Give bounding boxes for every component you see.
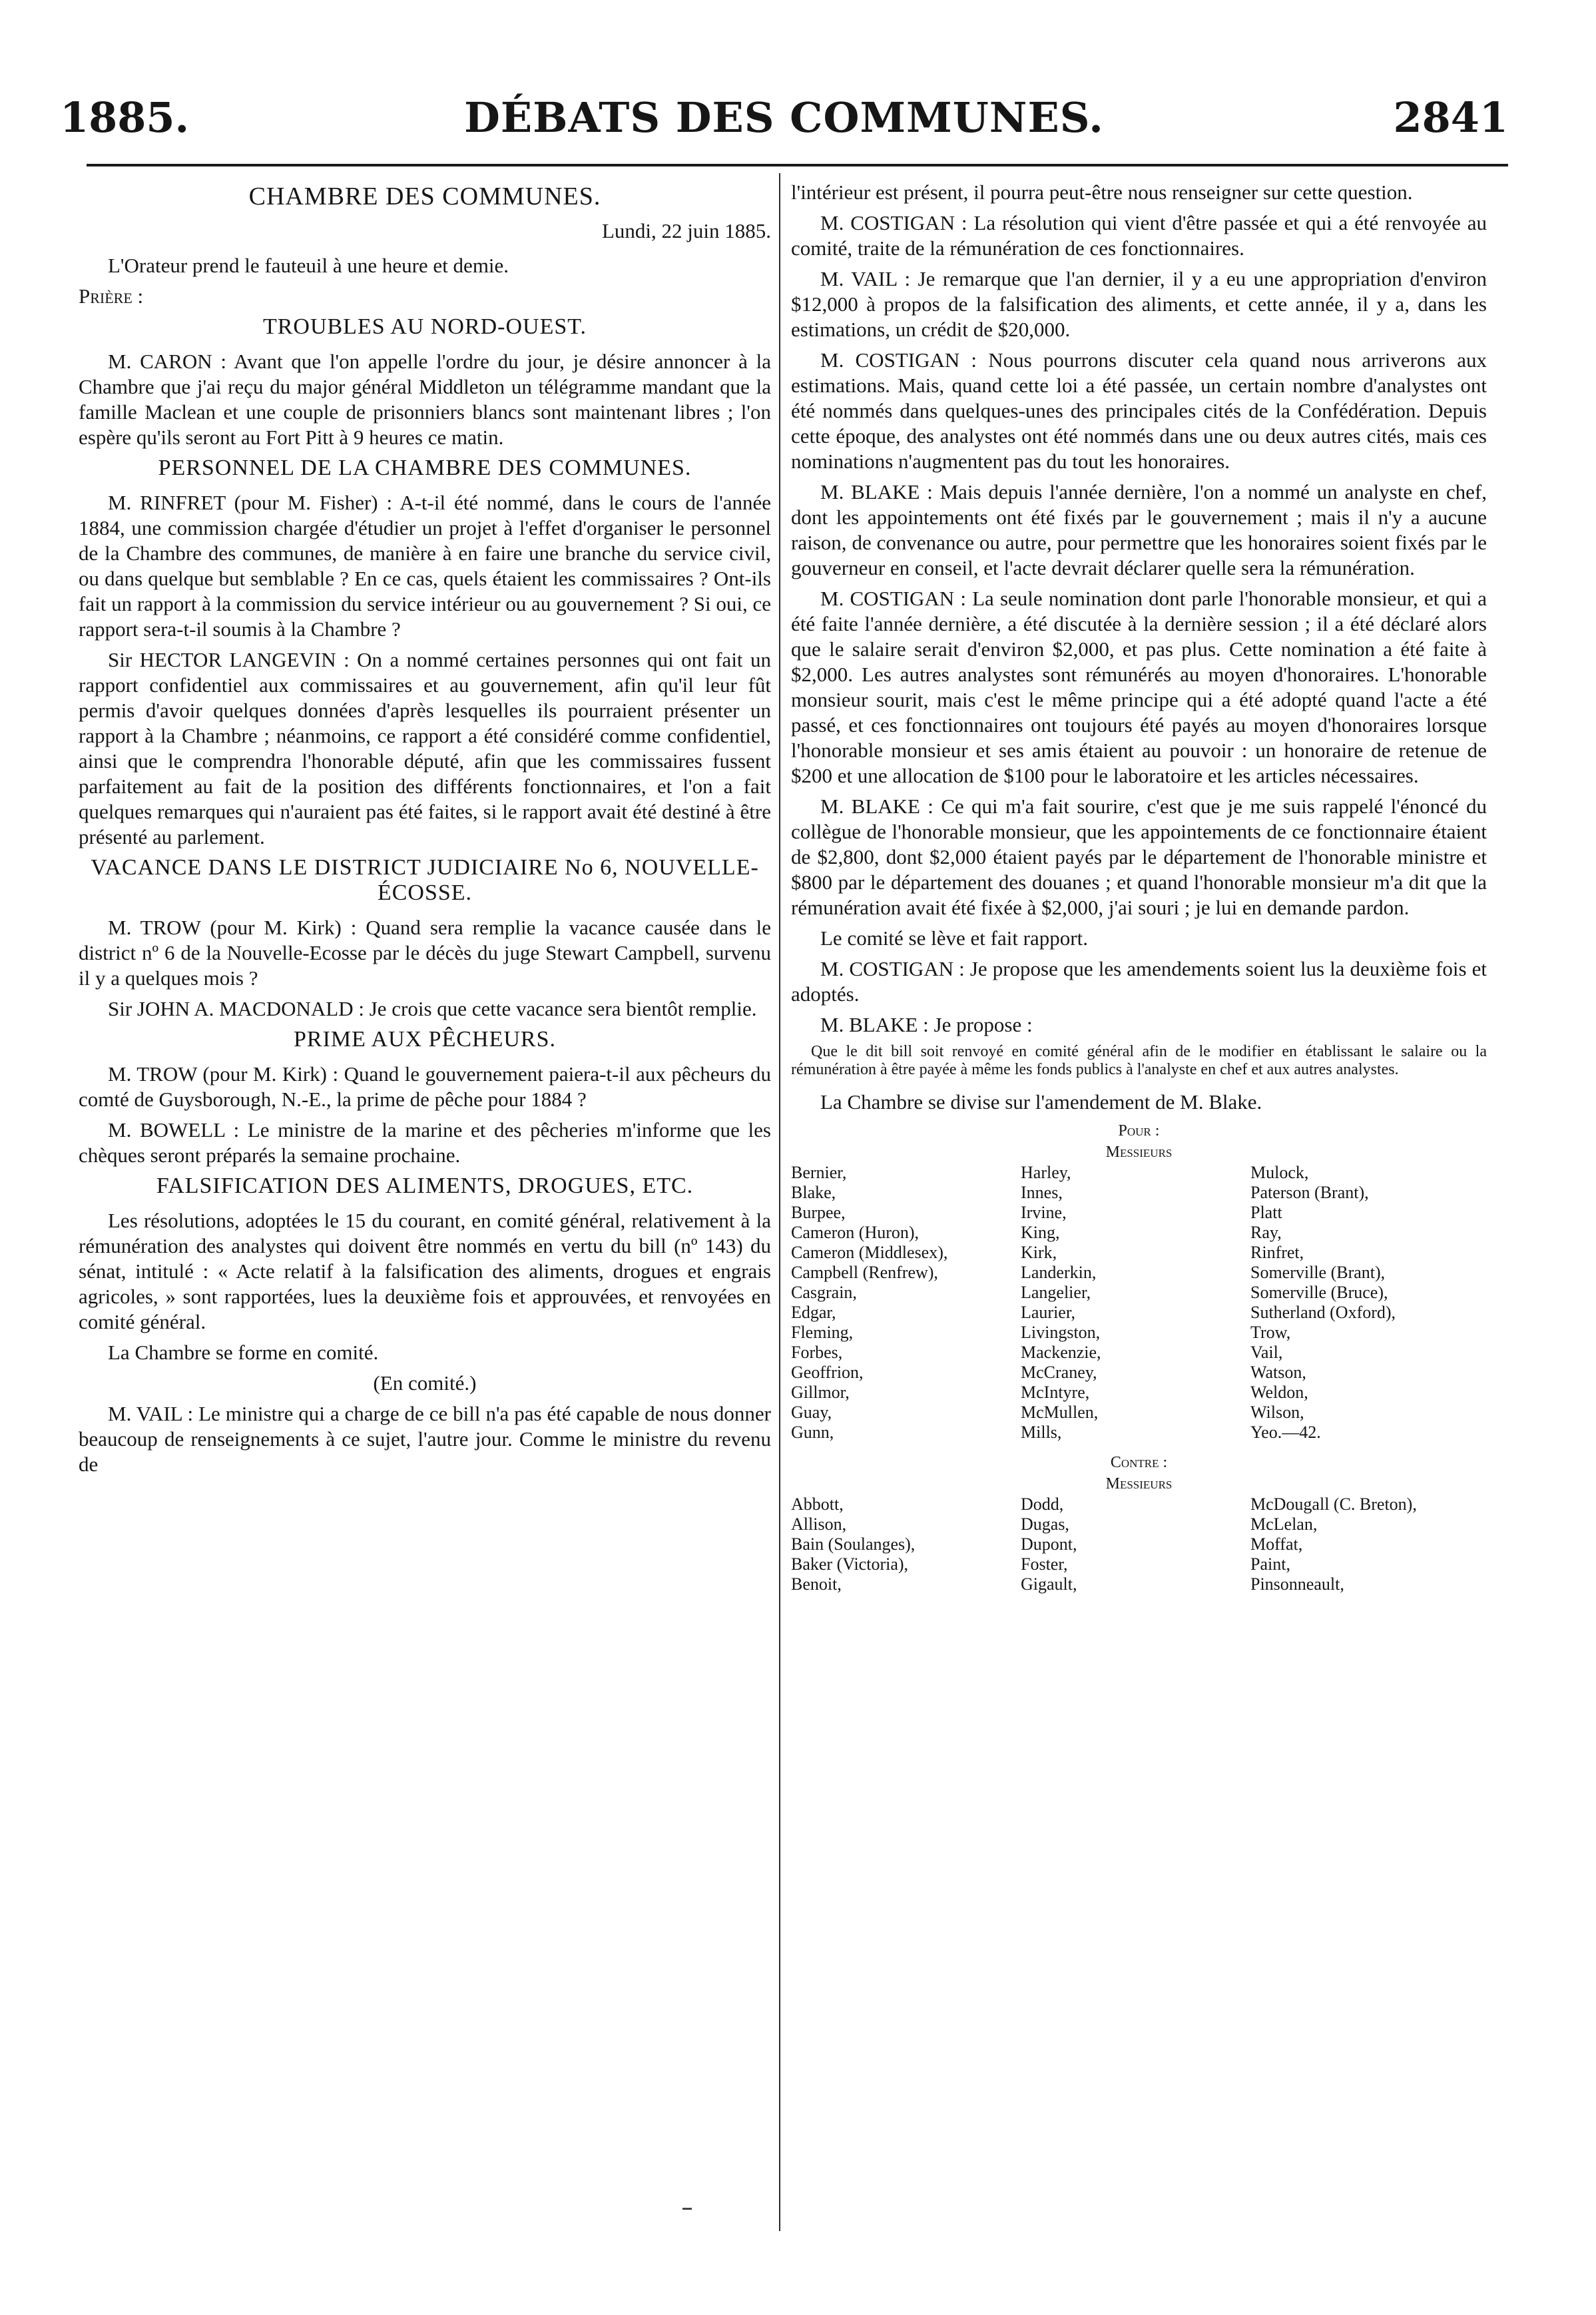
member-name: Edgar, [791, 1303, 836, 1322]
member-name: Blake, [791, 1183, 836, 1202]
member-name: Livingston, [1021, 1323, 1101, 1342]
header-page-number: 2841 [1393, 93, 1508, 142]
header-year: 1885. [60, 93, 190, 142]
en-comite-label: (En comité.) [373, 1371, 477, 1395]
member-name: Dupont, [1021, 1534, 1077, 1554]
member-name: Burpee, [791, 1203, 846, 1222]
member-name: Geoffrion, [791, 1363, 864, 1382]
member-name: Paint, [1250, 1554, 1290, 1574]
member-name: Rinfret, [1250, 1243, 1304, 1262]
member-name: Innes, [1021, 1183, 1063, 1202]
pour-names-list [791, 1163, 1487, 1443]
member-name: Abbott, [791, 1494, 844, 1514]
member-name: Cameron (Middlesex), [791, 1243, 948, 1262]
paragraph-costigan-3: M. COSTIGAN : La seule nomination dont parle l'honorable monsieur, et qui a été faite l'année dernière, a été discutée à la dernière session ; il a été déclaré alors que le salaire serait d'environ $2,000, et pas plus. Cette nomination a été faite à $2,000. Les autres analystes sont rémunérés au moyen d'honoraires. L'honorable monsieur sourit, mais c'est le même principe qui a été adopté quand l'acte a été passé, et ces fonctionnaires ont toujours été payés au moyen d'honoraires lorsque l'honorable monsieur et ses amis étaient au pouvoir : un honoraire de retenue de $200 et une allocation de $100 pour le laboratoire et les articles nécessaires. [791, 587, 1487, 787]
member-name: Laurier, [1021, 1303, 1075, 1322]
member-name: Pinsonneault, [1250, 1574, 1344, 1594]
member-name: Watson, [1250, 1363, 1306, 1382]
member-name: Baker (Victoria), [791, 1554, 909, 1574]
member-name: Fleming, [791, 1323, 854, 1342]
contre-label: Contre : [1110, 1454, 1168, 1471]
heading-prime: PRIME AUX PÊCHEURS. [293, 1027, 556, 1052]
paragraph-costigan-4: M. COSTIGAN : Je propose que les amendements soient lus la deuxième fois et adoptés. [791, 957, 1487, 1006]
member-name: Gunn, [791, 1423, 834, 1442]
paragraph-forme-comite: La Chambre se forme en comité. [108, 1341, 379, 1364]
member-name: Guay, [791, 1403, 832, 1422]
paragraph-blake-2: M. BLAKE : Ce qui m'a fait sourire, c'est que je me suis rappelé l'énoncé du collègue de l'honorable monsieur, que les appointements de ce fonctionnaire étaient de $2,800, dont $2,000 étaient payés par le département de l'honorable ministre et $800 par le département des douanes ; et quand l'honorable monsieur m'a dit que la rémunération avait été fixée à $2,000, j'ai souri ; je lui en demande pardon. [791, 795, 1487, 919]
member-name: Langelier, [1021, 1283, 1091, 1302]
pour-label: Pour : [1118, 1122, 1160, 1140]
member-name: Platt [1250, 1203, 1282, 1222]
member-name: Somerville (Brant), [1250, 1263, 1386, 1282]
member-name: Gillmor, [791, 1383, 850, 1402]
right-column [791, 180, 1487, 1604]
member-name: McIntyre, [1021, 1383, 1090, 1402]
chamber-title: CHAMBRE DES COMMUNES. [248, 182, 601, 210]
member-name: Harley, [1021, 1163, 1071, 1182]
member-name: Forbes, [791, 1343, 843, 1362]
member-name: Somerville (Bruce), [1250, 1283, 1388, 1302]
footer-mark [682, 2208, 692, 2210]
paragraph-rinfret: M. RINFRET (pour M. Fisher) : A-t-il été nommé, dans le cours de l'année 1884, une commission chargée d'étudier un projet à l'effet d'organiser le personnel de la Chambre des communes, de manière à en faire une branche du service civil, ou dans quelque but semblable ? En ce cas, quels étaient les commissaires ? Ont-ils fait un rapport à la commission du service intérieur ou au gouvernement ? Si oui, ce rapport sera-t-il soumis à la Chambre ? [79, 491, 771, 641]
page-header [60, 93, 1508, 140]
member-name: Wilson, [1250, 1403, 1304, 1422]
member-name: Bernier, [791, 1163, 847, 1182]
member-name: McMullen, [1021, 1403, 1099, 1422]
paragraph-trow-1: M. TROW (pour M. Kirk) : Quand sera remplie la vacance causée dans le district nº 6 de la Nouvelle-Ecosse par le décès du juge Stewart Campbell, survenu il y a quelques mois ? [79, 916, 771, 990]
member-name: Bain (Soulanges), [791, 1534, 916, 1554]
contre-names-list [791, 1494, 1487, 1594]
member-name: McCraney, [1021, 1363, 1097, 1382]
member-name: Benoit, [791, 1574, 842, 1594]
heading-personnel: PERSONNEL DE LA CHAMBRE DES COMMUNES. [158, 456, 692, 480]
member-name: Gigault, [1021, 1574, 1077, 1594]
amendment-text: Que le dit bill soit renvoyé en comité général afin de le modifier en établissant le salaire ou la rémunération à être payée à même les fonds publics à l'analyste en chef et aux autres analystes. [791, 1043, 1487, 1078]
member-name: Trow, [1250, 1323, 1291, 1342]
heading-falsification: FALSIFICATION DES ALIMENTS, DROGUES, ETC. [156, 1173, 694, 1198]
member-name: King, [1021, 1223, 1060, 1242]
member-name: Irvine, [1021, 1203, 1067, 1222]
paragraph-blake-1: M. BLAKE : Mais depuis l'année dernière, l'on a nommé un analyste en chef, dont les appointements ont été fixés par le gouvernement ; mais il n'y a aucune raison, de convenance ou autre, pour permettre que les honoraires soient fixés par le gouverneur en conseil, et l'acte devrait déclarer quelle sera la rémunération. [791, 480, 1487, 579]
member-name: Mills, [1021, 1423, 1062, 1442]
member-name: Mulock, [1250, 1163, 1309, 1182]
paragraph-continuation: l'intérieur est présent, il pourra peut-être nous renseigner sur cette question. [791, 180, 1413, 204]
member-name: McLelan, [1250, 1514, 1318, 1534]
column-separator [779, 173, 780, 2231]
member-name: Landerkin, [1021, 1263, 1097, 1282]
member-name: Allison, [791, 1514, 847, 1534]
paragraph-vail-1: M. VAIL : Le ministre qui a charge de ce bill n'a pas été capable de nous donner beaucoup de renseignements à ce sujet, l'autre jour. Comme le ministre du revenu de [79, 1402, 771, 1476]
paragraph-resolutions: Les résolutions, adoptées le 15 du courant, en comité général, relativement à la rémunération des analystes qui doivent être nommés en vertu du bill (nº 143) du sénat, intitulé : « Acte relatif à la falsification des aliments, drogues et engrais agricoles, » sont rapportées, lues la deuxième fois et approuvées, et renvoyées en comité général. [79, 1209, 771, 1333]
member-name: Sutherland (Oxford), [1250, 1303, 1396, 1322]
paragraph-caron: M. CARON : Avant que l'on appelle l'ordre du jour, je désire annoncer à la Chambre que j'ai reçu du major général Middleton un télégramme mandant que la famille Maclean et une couple de prisonniers blancs sont maintenant libres ; l'on espère qu'ils seront au Fort Pitt à 9 heures ce matin. [79, 350, 771, 449]
paragraph-trow-2: M. TROW (pour M. Kirk) : Quand le gouvernement paiera-t-il aux pêcheurs du comté de Guysborough, N.-E., la prime de pêche pour 1884 ? [79, 1062, 771, 1111]
member-name: Casgrain, [791, 1283, 857, 1302]
member-name: Campbell (Renfrew), [791, 1263, 938, 1282]
paragraph-costigan-2: M. COSTIGAN : Nous pourrons discuter cela quand nous arriverons aux estimations. Mais, quand cette loi a été passée, un certain nombre d'analystes ont été nommés dans quelques-unes des principales cités de la Confédération. Depuis cette époque, des analystes ont été nommés dans une ou deux autres cités, mais ces nominations n'augmentent pas du tout les honoraires. [791, 348, 1487, 473]
member-name: Ray, [1250, 1223, 1282, 1242]
paragraph-costigan-1: M. COSTIGAN : La résolution qui vient d'être passée et qui a été renvoyée au comité, traite de la rémunération de ces fonctionnaires. [791, 211, 1487, 260]
paragraph-vail-2: M. VAIL : Je remarque que l'an dernier, il y a eu une appropriation d'environ $12,000 à propos de la falsification des aliments, et cette année, il y a, dans les estimations, un crédit de $20,000. [791, 267, 1487, 341]
heading-troubles: TROUBLES AU NORD-OUEST. [262, 314, 587, 339]
paragraph-langevin: Sir HECTOR LANGEVIN : On a nommé certaines personnes qui ont fait un rapport confidentiel aux commissaires et au gouvernement, afin qu'il leur fût permis d'avoir quelques données d'après lesquelles ils pourraient présenter un rapport à la Chambre ; néanmoins, ce rapport a été considéré comme confidentiel, ainsi que le comprendra l'honorable député, afin que les commissaires fussent parfaitement au fait de la position des différents fonctionnaires, et l'on a fait quelques remarques qui n'auraient pas été faites, si le rapport avait été destiné à être présenté au parlement. [79, 648, 771, 848]
sitting-date: Lundi, 22 juin 1885. [601, 219, 771, 242]
paragraph-division: La Chambre se divise sur l'amendement de M. Blake. [820, 1090, 1262, 1114]
member-name: Dodd, [1021, 1494, 1064, 1514]
member-name: Yeo.—42. [1250, 1423, 1321, 1442]
messieurs-label-pour: Messieurs [1105, 1144, 1173, 1161]
member-name: McDougall (C. Breton), [1250, 1494, 1417, 1514]
header-title: DÉBATS DES COMMUNES. [464, 93, 1104, 142]
paragraph-comite-leve: Le comité se lève et fait rapport. [820, 926, 1088, 950]
member-name: Dugas, [1021, 1514, 1069, 1534]
member-name: Weldon, [1250, 1383, 1308, 1402]
member-name: Kirk, [1021, 1243, 1057, 1262]
paragraph-bowell: M. BOWELL : Le ministre de la marine et des pêcheries m'informe que les chèques seront préparés la semaine prochaine. [79, 1118, 771, 1167]
left-column [79, 180, 771, 1483]
messieurs-label-contre: Messieurs [1105, 1475, 1173, 1492]
member-name: Paterson (Brant), [1250, 1183, 1369, 1202]
member-name: Foster, [1021, 1554, 1068, 1574]
member-name: Cameron (Huron), [791, 1223, 920, 1242]
prayers-label: Prière : [79, 284, 144, 308]
member-name: Vail, [1250, 1343, 1283, 1362]
paragraph-blake-3: M. BLAKE : Je propose : [820, 1013, 1033, 1036]
paragraph-macdonald: Sir JOHN A. MACDONALD : Je crois que cette vacance sera bientôt remplie. [108, 997, 757, 1020]
header-rule [87, 164, 1508, 166]
member-name: Mackenzie, [1021, 1343, 1101, 1362]
member-name: Moffat, [1250, 1534, 1303, 1554]
heading-vacance: VACANCE DANS LE DISTRICT JUDICIAIRE No 6, NOUVELLE-ÉCOSSE. [91, 855, 759, 905]
speaker-opening: L'Orateur prend le fauteuil à une heure et demie. [108, 254, 509, 277]
